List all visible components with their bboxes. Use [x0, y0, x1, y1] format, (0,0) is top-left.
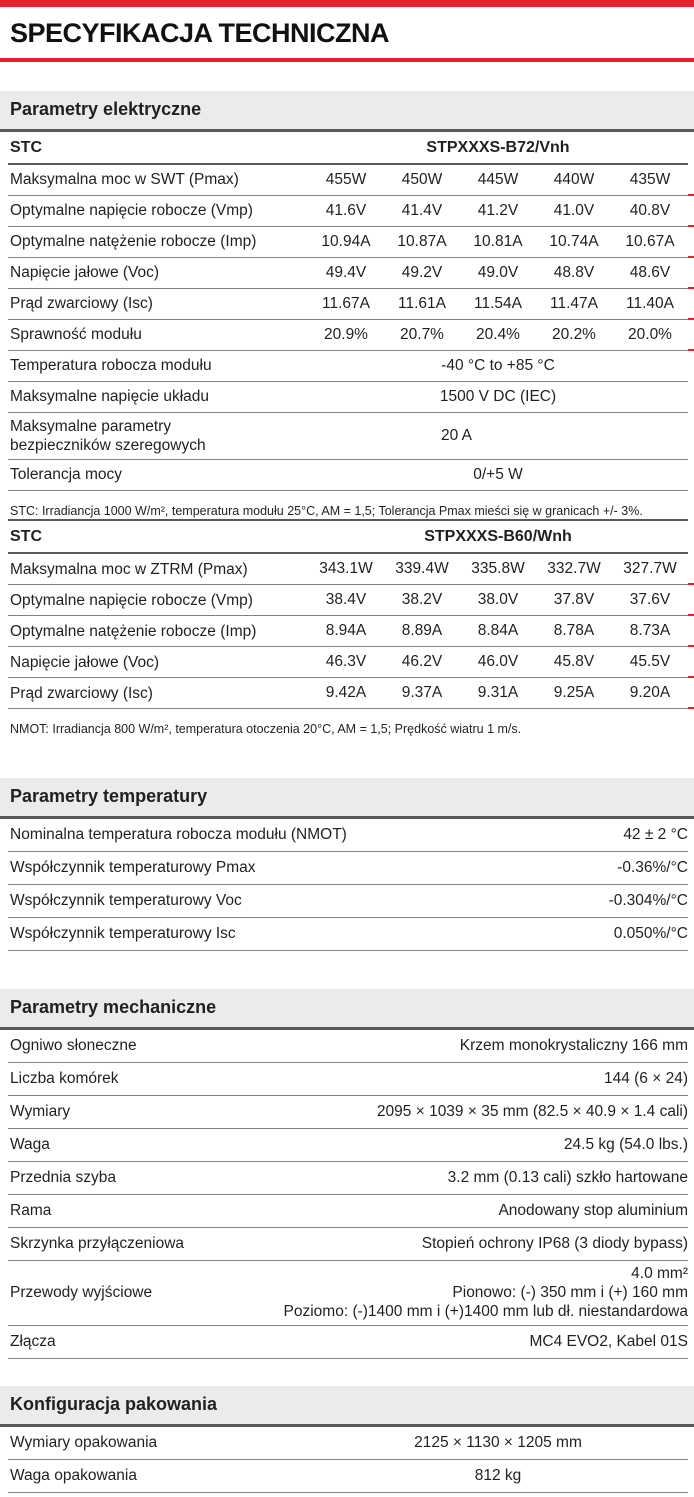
table-row — [8, 460, 688, 491]
row-value: 20 A — [440, 427, 473, 444]
row-values — [308, 171, 688, 189]
row-value: 45.5V — [629, 653, 671, 671]
row-values — [308, 264, 688, 282]
table-row — [8, 227, 688, 258]
mechanical-table — [8, 1030, 688, 1359]
row-value: 332.7W — [547, 560, 601, 578]
row-value: 11.61A — [398, 295, 446, 312]
row-value: 9.37A — [401, 684, 443, 702]
table-row — [8, 413, 688, 460]
row-value: 49.2V — [401, 264, 443, 281]
table-row — [8, 678, 688, 709]
table-row — [8, 585, 688, 616]
table-row — [8, 165, 688, 196]
table-row — [8, 1228, 688, 1261]
table-row — [8, 852, 688, 885]
row-value: 20.9% — [324, 326, 368, 343]
table-header-model: STPXXXS-B60/Wnh — [424, 527, 572, 545]
table-row — [8, 320, 688, 351]
row-value: 339.4W — [395, 560, 449, 578]
row-value: 144 (6 × 24) — [603, 1069, 688, 1087]
row-value: 11.47A — [550, 295, 598, 312]
row-value: 8.78A — [553, 622, 595, 640]
table-row — [8, 554, 688, 585]
row-value: Stopień ochrony IP68 (3 diody bypass) — [421, 1234, 688, 1252]
row-label: Prąd zwarciowy (Isc) — [10, 684, 153, 702]
row-label: Prąd zwarciowy (Isc) — [10, 295, 153, 313]
row-value: 327.7W — [623, 560, 677, 578]
row-value: Krzem monokrystaliczny 166 mm — [459, 1036, 688, 1054]
row-value: -40 °C to +85 °C — [441, 357, 555, 374]
row-label: Temperatura robocza modułu — [10, 357, 212, 375]
table-header-row — [8, 132, 688, 165]
row-label: Maksymalna moc w SWT (Pmax) — [10, 171, 239, 189]
table-row — [8, 1096, 688, 1129]
table-header-stc: STC — [10, 138, 42, 156]
row-value: -0.36%/°C — [617, 858, 688, 876]
table-header-stc: STC — [10, 527, 42, 545]
table-row — [8, 351, 688, 382]
row-label: Wymiary — [10, 1102, 71, 1120]
table-row — [8, 1460, 688, 1493]
row-label: Współczynnik temperaturowy Isc — [10, 924, 236, 942]
row-value-multiline — [284, 1261, 688, 1325]
table-row — [8, 647, 688, 678]
table-row — [8, 616, 688, 647]
row-value: 8.73A — [629, 622, 671, 640]
table-row — [8, 1129, 688, 1162]
row-value: 48.8V — [553, 264, 595, 281]
row-value: 343.1W — [319, 560, 373, 578]
top-red-bar — [0, 0, 694, 7]
row-value: 41.4V — [401, 202, 443, 219]
row-values — [308, 326, 688, 344]
row-label: Waga — [10, 1135, 50, 1153]
section-header-electrical: Parametry elektryczne — [0, 91, 694, 132]
row-label: Maksymalne napięcie układu — [10, 388, 210, 406]
row-value: 8.84A — [477, 622, 519, 640]
row-label: Napięcie jałowe (Voc) — [10, 653, 160, 671]
row-label: Optymalne natężenie robocze (Imp) — [10, 622, 257, 640]
footnote-stc: STC: Irradiancja 1000 W/m², temperatura modułu 25°C, AM = 1,5; Tolerancja Pmax mieści się w granicach +/- 3%. — [10, 504, 643, 518]
row-value: 48.6V — [629, 264, 671, 281]
row-value-line: Poziomo: (-)1400 mm i (+)1400 mm lub dł. niestandardowa — [283, 1303, 688, 1321]
row-value: 20.2% — [552, 326, 596, 343]
row-value: 40.8V — [629, 202, 671, 219]
row-value: 38.4V — [325, 591, 367, 609]
title-underline-rule — [0, 58, 694, 62]
row-value: 10.67A — [625, 233, 675, 250]
row-values — [308, 295, 688, 313]
row-value: 1500 V DC (IEC) — [439, 388, 557, 405]
table-header-row — [8, 519, 688, 554]
row-value: 8.89A — [401, 622, 443, 640]
row-values — [308, 591, 688, 609]
row-value: 450W — [401, 171, 443, 188]
row-value: 37.6V — [629, 591, 671, 609]
row-values — [308, 684, 688, 702]
page-title: SPECYFIKACJA TECHNICZNA — [10, 18, 390, 48]
table-row — [8, 258, 688, 289]
row-value-line: 4.0 mm² — [631, 1264, 688, 1282]
row-value: 10.74A — [549, 233, 599, 250]
row-value: 24.5 kg (54.0 lbs.) — [563, 1135, 688, 1153]
row-label: Wymiary opakowania — [10, 1433, 158, 1451]
row-value: 812 kg — [474, 1466, 522, 1484]
row-value: 3.2 mm (0.13 cali) szkło hartowane — [447, 1168, 688, 1186]
row-value: 11.40A — [626, 295, 674, 312]
row-value: 42 ± 2 °C — [623, 825, 688, 843]
row-value: 2125 × 1130 × 1205 mm — [414, 1433, 582, 1451]
row-value: 455W — [325, 171, 367, 188]
row-value: 9.25A — [553, 684, 595, 702]
row-value: 9.31A — [477, 684, 519, 702]
row-value: Anodowany stop aluminium — [498, 1201, 688, 1219]
row-value: 435W — [629, 171, 671, 188]
table-header-model: STPXXXS-B72/Vnh — [426, 138, 570, 156]
row-values — [308, 202, 688, 220]
row-label: Sprawność modułu — [10, 326, 142, 344]
table-row — [8, 918, 688, 951]
row-value: 440W — [553, 171, 595, 188]
row-values — [308, 653, 688, 671]
row-label: Rama — [10, 1201, 52, 1219]
row-value: 49.0V — [477, 264, 519, 281]
table-row — [8, 1326, 688, 1359]
row-value: 11.67A — [322, 295, 370, 312]
table-row — [8, 1427, 688, 1460]
row-value: -0.304%/°C — [608, 891, 688, 909]
row-value: 20.0% — [628, 326, 672, 343]
table-row — [8, 196, 688, 227]
row-value: 41.0V — [553, 202, 595, 219]
row-label: Przednia szyba — [10, 1168, 116, 1186]
row-label: Optymalne napięcie robocze (Vmp) — [10, 202, 253, 220]
table-row — [8, 819, 688, 852]
row-label: Maksymalne parametry bezpieczników szeregowych — [10, 417, 206, 454]
row-label: Tolerancja mocy — [10, 466, 122, 484]
row-label: Maksymalna moc w ZTRM (Pmax) — [10, 560, 248, 578]
row-value: 20.7% — [400, 326, 444, 343]
row-value: 38.0V — [477, 591, 519, 609]
row-value: 10.94A — [321, 233, 371, 250]
row-value: 46.3V — [325, 653, 367, 671]
table-row — [8, 382, 688, 413]
row-value: 2095 × 1039 × 35 mm (82.5 × 40.9 × 1.4 cali) — [376, 1102, 688, 1120]
row-value: 445W — [477, 171, 519, 188]
row-value: MC4 EVO2, Kabel 01S — [529, 1332, 688, 1350]
row-value: 41.6V — [325, 202, 367, 219]
row-value-line: Pionowo: (-) 350 mm i (+) 160 mm — [452, 1283, 688, 1301]
row-value: 37.8V — [553, 591, 595, 609]
row-value: 45.8V — [553, 653, 595, 671]
section-header-mechanical: Parametry mechaniczne — [0, 989, 694, 1030]
row-label: Optymalne napięcie robocze (Vmp) — [10, 591, 253, 609]
row-values — [308, 622, 688, 640]
section-header-packaging: Konfiguracja pakowania — [0, 1386, 694, 1427]
row-value: 335.8W — [471, 560, 525, 578]
row-value: 0.050%/°C — [613, 924, 688, 942]
row-label: Waga opakowania — [10, 1466, 137, 1484]
row-value: 46.2V — [401, 653, 443, 671]
table-row — [8, 1063, 688, 1096]
footnote-nmot: NMOT: Irradiancja 800 W/m², temperatura otoczenia 20°C, AM = 1,5; Prędkość wiatru 1 m/s. — [10, 722, 522, 737]
row-value: 9.20A — [629, 684, 671, 702]
row-label: Optymalne natężenie robocze (Imp) — [10, 233, 257, 251]
row-values — [308, 560, 688, 578]
table-row — [8, 1162, 688, 1195]
row-value: 46.0V — [477, 653, 519, 671]
row-label: Ogniwo słoneczne — [10, 1036, 137, 1054]
table-row — [8, 885, 688, 918]
row-value: 11.54A — [474, 295, 522, 312]
row-label: Napięcie jałowe (Voc) — [10, 264, 160, 282]
row-label: Liczba komórek — [10, 1069, 119, 1087]
row-value: 41.2V — [477, 202, 519, 219]
table-row — [8, 1195, 688, 1228]
section-header-temperature: Parametry temperatury — [0, 778, 694, 819]
electrical-table-b60 — [8, 519, 688, 709]
row-value: 38.2V — [401, 591, 443, 609]
row-values — [308, 233, 688, 251]
row-label: Nominalna temperatura robocza modułu (NMOT) — [10, 825, 347, 843]
temperature-table — [8, 819, 688, 951]
row-value: 20.4% — [476, 326, 520, 343]
electrical-table-b72 — [8, 132, 688, 491]
row-value: 8.94A — [325, 622, 367, 640]
row-value: 10.87A — [397, 233, 447, 250]
row-label: Skrzynka przyłączeniowa — [10, 1234, 185, 1252]
row-label: Współczynnik temperaturowy Voc — [10, 891, 242, 909]
row-value: 10.81A — [473, 233, 523, 250]
row-label: Złącza — [10, 1332, 56, 1350]
row-value: 0/+5 W — [473, 466, 523, 483]
packaging-table — [8, 1427, 688, 1493]
row-label: Współczynnik temperaturowy Pmax — [10, 858, 256, 876]
row-label: Przewody wyjściowe — [10, 1283, 153, 1301]
row-value: 9.42A — [325, 684, 367, 702]
table-row — [8, 1261, 688, 1326]
row-value: 49.4V — [325, 264, 367, 281]
table-row — [8, 1030, 688, 1063]
table-row — [8, 289, 688, 320]
